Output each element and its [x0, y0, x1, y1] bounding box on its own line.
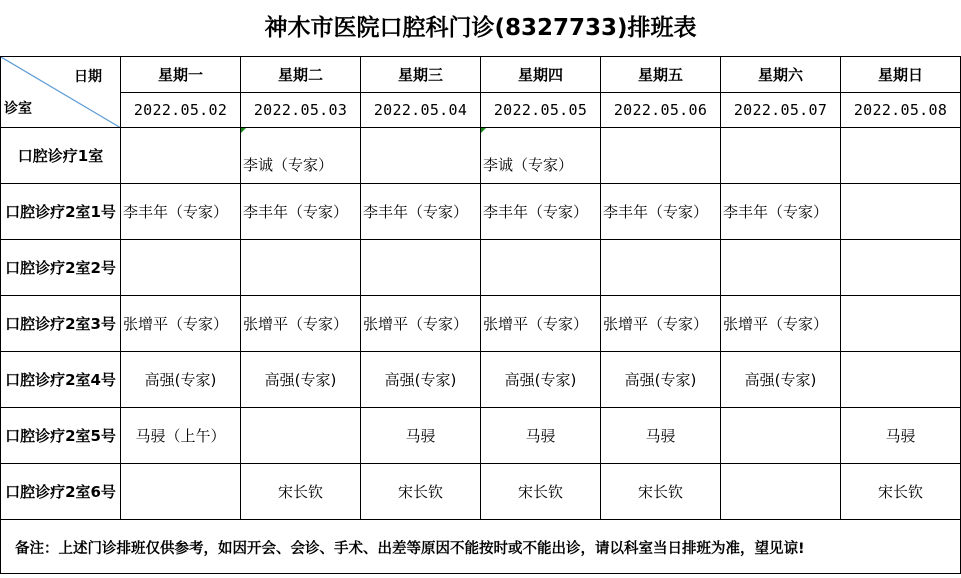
weekday-header: 星期日	[841, 57, 961, 93]
schedule-cell	[121, 128, 241, 184]
schedule-cell: 高强(专家)	[481, 352, 601, 408]
schedule-cell	[121, 240, 241, 296]
schedule-cell	[361, 128, 481, 184]
room-row	[1, 464, 961, 520]
schedule-cell: 宋长钦	[601, 464, 721, 520]
schedule-cell: 李诚（专家）	[241, 128, 361, 184]
schedule-cell	[841, 352, 961, 408]
room-row	[1, 408, 961, 464]
schedule-cell	[241, 408, 361, 464]
schedule-cell	[841, 184, 961, 240]
schedule-cell	[841, 128, 961, 184]
schedule-cell	[361, 240, 481, 296]
weekday-header: 星期一	[121, 57, 241, 93]
schedule-cell	[721, 408, 841, 464]
schedule-cell	[121, 464, 241, 520]
schedule-cell: 高强(专家)	[721, 352, 841, 408]
room-axis-label: 诊室	[4, 101, 32, 117]
schedule-cell	[241, 240, 361, 296]
schedule-cell: 张增平（专家）	[601, 296, 721, 352]
schedule-cell: 张增平（专家）	[241, 296, 361, 352]
room-name: 口腔诊疗2室5号	[1, 408, 121, 464]
date-header: 2022.05.05	[481, 93, 601, 128]
schedule-cell: 李丰年（专家）	[121, 184, 241, 240]
room-name: 口腔诊疗2室4号	[1, 352, 121, 408]
schedule-cell: 宋长钦	[841, 464, 961, 520]
schedule-cell: 马骎	[841, 408, 961, 464]
room-name: 口腔诊疗2室2号	[1, 240, 121, 296]
weekday-header: 星期二	[241, 57, 361, 93]
schedule-table	[0, 56, 961, 520]
schedule-cell	[601, 128, 721, 184]
date-header: 2022.05.07	[721, 93, 841, 128]
schedule-cell: 张增平（专家）	[361, 296, 481, 352]
schedule-cell: 马骎（上午）	[121, 408, 241, 464]
date-header: 2022.05.04	[361, 93, 481, 128]
schedule-cell: 李丰年（专家）	[241, 184, 361, 240]
weekday-header: 星期六	[721, 57, 841, 93]
schedule-cell	[721, 240, 841, 296]
schedule-cell: 李丰年（专家）	[481, 184, 601, 240]
weekday-header: 星期三	[361, 57, 481, 93]
date-header: 2022.05.03	[241, 93, 361, 128]
weekday-header: 星期五	[601, 57, 721, 93]
schedule-cell: 李诚（专家）	[481, 128, 601, 184]
date-header: 2022.05.02	[121, 93, 241, 128]
room-name: 口腔诊疗2室1号	[1, 184, 121, 240]
schedule-cell: 李丰年（专家）	[721, 184, 841, 240]
schedule-cell: 高强(专家)	[601, 352, 721, 408]
weekday-header-row	[1, 57, 961, 93]
schedule-cell: 马骎	[481, 408, 601, 464]
schedule-cell	[841, 296, 961, 352]
room-row	[1, 240, 961, 296]
room-name: 口腔诊疗2室3号	[1, 296, 121, 352]
weekday-header: 星期四	[481, 57, 601, 93]
schedule-cell: 宋长钦	[241, 464, 361, 520]
schedule-cell: 宋长钦	[361, 464, 481, 520]
schedule-title: 神木市医院口腔科门诊(8327733)排班表	[264, 15, 697, 41]
schedule-cell	[721, 128, 841, 184]
schedule-cell: 马骎	[361, 408, 481, 464]
schedule-cell: 张增平（专家）	[481, 296, 601, 352]
schedule-cell: 马骎	[601, 408, 721, 464]
room-row	[1, 296, 961, 352]
schedule-cell	[601, 240, 721, 296]
corner-header-cell	[1, 57, 121, 128]
schedule-cell: 李丰年（专家）	[601, 184, 721, 240]
room-row	[1, 128, 961, 184]
schedule-cell: 高强(专家)	[121, 352, 241, 408]
schedule-cell: 宋长钦	[481, 464, 601, 520]
schedule-cell	[721, 464, 841, 520]
date-axis-label: 日期	[74, 69, 102, 85]
room-row	[1, 184, 961, 240]
room-name: 口腔诊疗1室	[1, 128, 121, 184]
schedule-cell	[841, 240, 961, 296]
schedule-cell: 高强(专家)	[361, 352, 481, 408]
date-header-row	[1, 93, 961, 128]
room-name: 口腔诊疗2室6号	[1, 464, 121, 520]
schedule-note: 备注：上述门诊排班仅供参考，如因开会、会诊、手术、出差等原因不能按时或不能出诊，请以科室当日排班为准，望见谅!	[0, 520, 961, 574]
schedule-cell	[481, 240, 601, 296]
schedule-cell: 李丰年（专家）	[361, 184, 481, 240]
date-header: 2022.05.08	[841, 93, 961, 128]
date-header: 2022.05.06	[601, 93, 721, 128]
schedule-cell: 高强(专家)	[241, 352, 361, 408]
schedule-cell: 张增平（专家）	[721, 296, 841, 352]
room-row	[1, 352, 961, 408]
schedule-cell: 张增平（专家）	[121, 296, 241, 352]
